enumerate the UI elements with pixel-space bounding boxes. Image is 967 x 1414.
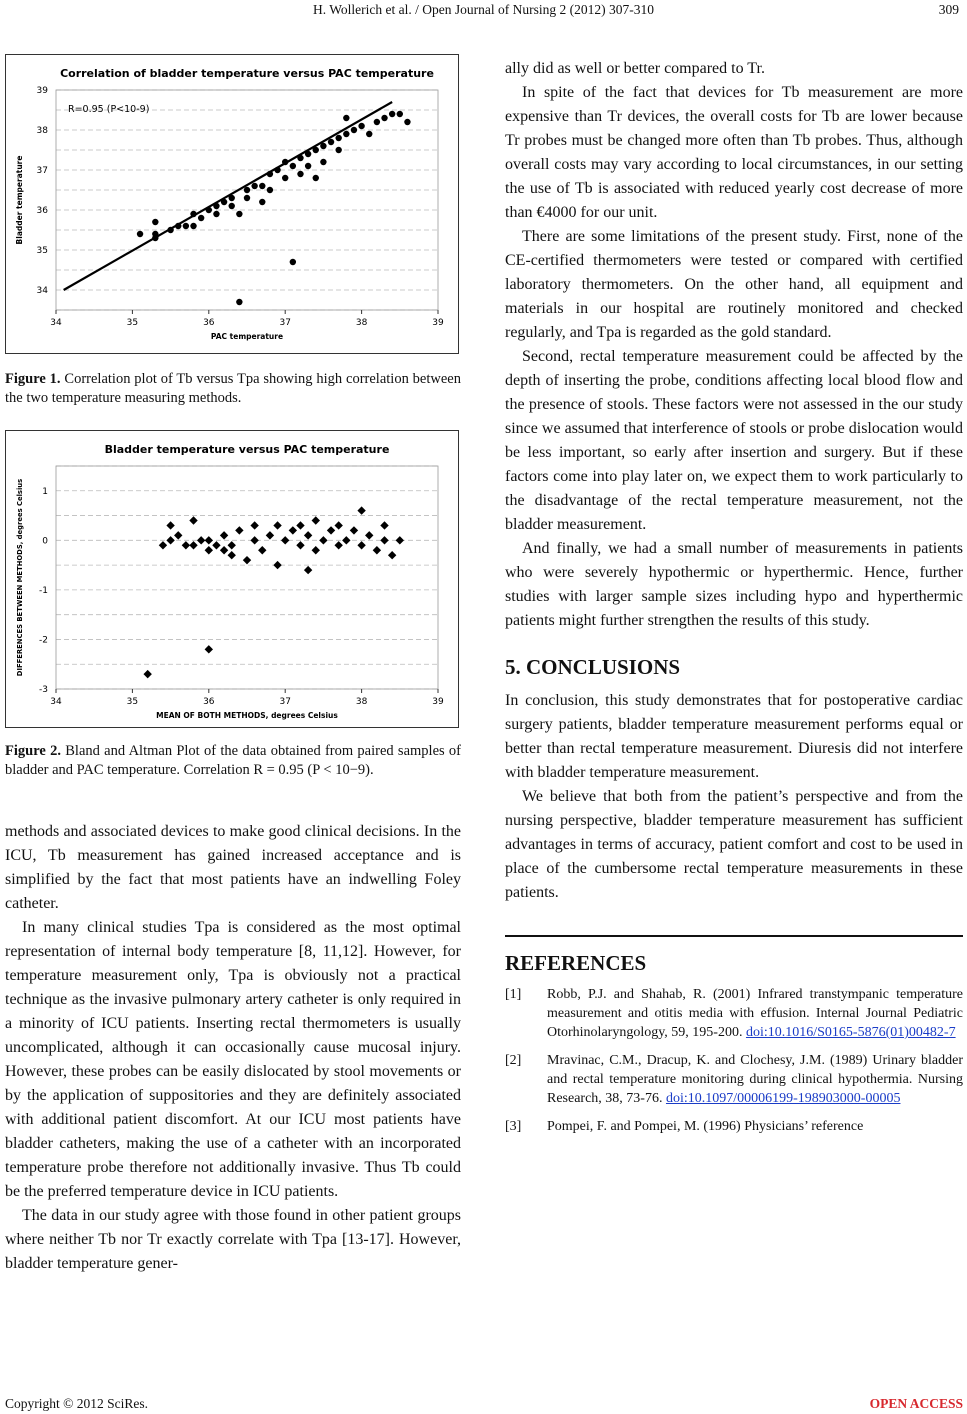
paragraph: And finally, we had a small number of measurements in patients who were severely hypothermic or hyperthermic. Hence, further studies with larger sample sizes including hypo and hyperthermic patients might further strengthen the results of this study.	[505, 540, 963, 629]
open-access-label: OPEN ACCESS	[869, 1396, 963, 1411]
plot-frame	[56, 466, 438, 689]
reference-number: [2]	[505, 1053, 522, 1068]
data-point	[343, 115, 349, 121]
data-point	[351, 127, 357, 133]
data-point	[313, 147, 319, 153]
bland-altman-chart	[6, 431, 458, 727]
data-point	[220, 546, 228, 554]
data-point	[221, 199, 227, 205]
data-point	[212, 541, 220, 549]
reference-number: [3]	[505, 1119, 522, 1134]
x-tick-label: 38	[355, 318, 368, 328]
data-point	[167, 227, 173, 233]
reference-list	[505, 985, 963, 1136]
data-point	[282, 175, 288, 181]
y-tick-label: -2	[39, 635, 48, 646]
paragraph: Second, rectal temperature measurement could be affected by the depth of inserting the probe, conditions affecting local blood flow and the presence of stools. These factors were not assessed in the our study since we assumed that interference of stools or probe dislocation would be less important, so early after insertion and surgery. But if these factors come into play later on, we expect them to work particularly to the disadvantage of the rectal temperature measurement, not the bladder measurement.	[505, 348, 963, 533]
right-column	[505, 57, 963, 1145]
data-point	[206, 207, 212, 213]
data-point	[183, 223, 189, 229]
data-point	[229, 195, 235, 201]
y-axis-label: DIFFERENCES BETWEEN METHODS, degrees Celsius	[16, 478, 24, 677]
x-axis-label: PAC temperature	[210, 332, 284, 341]
data-point	[305, 163, 311, 169]
data-point	[267, 171, 273, 177]
y-tick-label: 1	[42, 486, 48, 497]
data-point	[282, 159, 288, 165]
correlation-annotation: R=0.95 (P<10-9)	[68, 104, 150, 115]
data-point	[189, 541, 197, 549]
data-point	[373, 546, 381, 554]
data-point	[290, 259, 296, 265]
data-point	[335, 135, 341, 141]
y-tick-label: 36	[36, 206, 48, 216]
copyright: Copyright © 2012 SciRes.	[5, 1396, 149, 1411]
x-tick-label: 39	[432, 318, 444, 328]
data-point	[334, 541, 342, 549]
reference-item	[505, 1117, 963, 1136]
data-point	[296, 521, 304, 529]
data-point	[388, 551, 396, 559]
doi-link[interactable]: doi:10.1016/S0165-5876(01)00482-7	[745, 1025, 956, 1040]
data-point	[251, 183, 257, 189]
data-point	[350, 526, 358, 534]
paragraph: In many clinical studies Tpa is considered as the most optimal representation of internal body temperature [8, 11,12]. However, for temperature measurement only, Tpa is obviously not a practical technique as the invasive pulmonary artery catheter is only required in a minority of ICU patients. Inserting rectal thermometers is usually uncomplicated, although it can occasionally cause mucosal injury. However, these probes can be easily dislocated by stool movements or by the application of suppositories and they are definitely associated with additional patient discomfort. At our ICU most patients have bladder catheters, making the use of a catheter with an incorporated temperature probe therefore not additionally invasive. Thus Tb could be the preferred temperature device in ICU patients.	[5, 919, 461, 1200]
data-point	[182, 541, 190, 549]
reference-text: Pompei, F. and Pompei, M. (1996) Physicians’ reference	[547, 1119, 864, 1134]
data-point	[152, 231, 158, 237]
y-tick-label: 35	[36, 246, 48, 256]
data-point	[296, 541, 304, 549]
y-tick-label: 39	[36, 86, 48, 96]
data-point	[319, 536, 327, 544]
data-point	[244, 195, 250, 201]
conclusions-heading: 5. CONCLUSIONS	[505, 655, 681, 679]
data-point	[189, 516, 197, 524]
data-point	[205, 546, 213, 554]
figure-1-caption-text: Correlation plot of Tb versus Tpa showing high correlation between the two temperature measuring methods.	[5, 371, 461, 406]
chart-title: Bladder temperature versus PAC temperature	[104, 443, 390, 456]
data-point	[365, 531, 373, 539]
y-tick-label: 37	[36, 166, 48, 176]
data-point	[343, 131, 349, 137]
running-header	[0, 0, 967, 24]
x-tick-label: 34	[50, 318, 62, 328]
data-point	[358, 123, 364, 129]
data-point	[250, 536, 258, 544]
data-point	[243, 556, 251, 564]
paragraph: ally did as well or better compared to Tr.	[505, 60, 765, 77]
data-point	[166, 521, 174, 529]
y-tick-label: -3	[39, 685, 48, 695]
data-point	[327, 526, 335, 534]
paragraph: There are some limitations of the present study. First, none of the CE-certified thermometers were tested or compared with certified laboratory thermometers. On the other hand, all equipment and materials in our hospital are routinely monitored and checked regularly, and Tpa is regarded as the gold standard.	[505, 228, 963, 341]
data-point	[312, 516, 320, 524]
data-point	[197, 536, 205, 544]
data-point	[190, 211, 196, 217]
data-point	[213, 211, 219, 217]
data-point	[273, 561, 281, 569]
data-point	[381, 115, 387, 121]
data-point	[228, 551, 236, 559]
data-point	[320, 159, 326, 165]
paragraph: In conclusion, this study demonstrates that for postoperative cardiac surgery patients, bladder temperature measurement performs equal or better than rectal temperature measurement. Diuresis did not interfere with bladder temperature measurement.	[505, 692, 963, 781]
figure-1-label: Figure 1.	[5, 371, 61, 387]
data-point	[274, 167, 280, 173]
data-point	[335, 147, 341, 153]
paragraph: The data in our study agree with those found in other patient groups where neither Tb nor Tr exactly correlate with Tpa [13-17]. However, bladder temperature gener-	[5, 1207, 461, 1272]
data-point	[220, 531, 228, 539]
data-point	[334, 521, 342, 529]
data-point	[313, 175, 319, 181]
chart-title: Correlation of bladder temperature versus PAC temperature	[60, 67, 434, 80]
paragraph: methods and associated devices to make good clinical decisions. In the ICU, Tb measurement has gained increased acceptance and is simplified by the fact that most patients have an indwelling Foley catheter.	[5, 823, 461, 912]
y-tick-label: -1	[39, 585, 48, 596]
data-point	[342, 536, 350, 544]
data-point	[328, 139, 334, 145]
data-point	[297, 171, 303, 177]
data-point	[266, 531, 274, 539]
data-point	[205, 645, 213, 653]
figure-2-caption	[5, 742, 461, 780]
data-point	[404, 119, 410, 125]
data-point	[312, 546, 320, 554]
data-point	[174, 531, 182, 539]
paragraph: We believe that both from the patient’s perspective and from the nursing perspective, bladder temperature measurement has sufficient advantages in terms of accuracy, patient comfort and cost to be used in place of the cumbersome rectal temperature measurements in these patients.	[505, 788, 963, 901]
data-point	[290, 163, 296, 169]
data-point	[236, 211, 242, 217]
y-tick-label: 38	[36, 126, 48, 136]
data-point	[366, 131, 372, 137]
data-point	[175, 223, 181, 229]
data-point	[397, 111, 403, 117]
figure-1-caption	[5, 370, 461, 408]
data-point	[152, 219, 158, 225]
data-point	[320, 143, 326, 149]
x-tick-label: 37	[279, 697, 291, 707]
data-point	[281, 536, 289, 544]
figure-2-label: Figure 2.	[5, 743, 61, 759]
running-title: H. Wollerich et al. / Open Journal of Nursing 2 (2012) 307-310	[313, 2, 654, 17]
data-point	[244, 187, 250, 193]
data-point	[297, 155, 303, 161]
reference-text: Robb, P.J. and Shahab, R. (2001) Infrared transtympanic temperature measurement and otitis media with effusion. Internal Journal Pediatric Otorhinolaryngology, 59, 195-200.	[547, 987, 963, 1040]
data-point	[259, 183, 265, 189]
data-point	[229, 203, 235, 209]
data-point	[305, 151, 311, 157]
footer	[5, 1396, 963, 1412]
data-point	[166, 536, 174, 544]
data-point	[380, 536, 388, 544]
paragraph: In spite of the fact that devices for Tb measurement are more expensive than Tr devices, the overall costs for Tb are lower because Tr probes must be changed more often than Tb probes. Thus, although overall costs may vary according to local circumstances, in our setting the use of Tb is associated with reduced yearly cost decrease of more than €4000 for our unit.	[505, 84, 963, 221]
reference-item	[505, 985, 963, 1042]
data-point	[235, 526, 243, 534]
data-point	[374, 119, 380, 125]
x-tick-label: 39	[432, 697, 444, 707]
section-divider	[505, 935, 963, 937]
data-point	[304, 531, 312, 539]
references-heading: REFERENCES	[505, 951, 647, 975]
figure-2-caption-text: Bland and Altman Plot of the data obtained from paired samples of bladder and PAC temperature. Correlation R = 0.95 (P < 10−9).	[5, 743, 462, 778]
y-tick-label: 34	[36, 286, 48, 296]
x-tick-label: 36	[203, 318, 215, 328]
data-point	[267, 187, 273, 193]
data-point	[137, 231, 143, 237]
data-point	[357, 541, 365, 549]
left-column	[5, 820, 461, 1276]
data-point	[213, 203, 219, 209]
data-point	[190, 223, 196, 229]
doi-link[interactable]: doi:10.1097/00006199-198903000-00005	[665, 1091, 901, 1106]
figure-1	[5, 54, 459, 354]
data-point	[198, 215, 204, 221]
data-point	[289, 526, 297, 534]
data-point	[143, 670, 151, 678]
reference-number: [1]	[505, 987, 522, 1002]
page-number: 309	[938, 2, 959, 17]
x-tick-label: 35	[126, 318, 139, 328]
data-point	[389, 111, 395, 117]
data-point	[396, 536, 404, 544]
data-point	[273, 521, 281, 529]
data-point	[380, 521, 388, 529]
data-point	[250, 521, 258, 529]
data-point	[258, 546, 266, 554]
data-point	[228, 541, 236, 549]
x-tick-label: 38	[355, 697, 368, 707]
data-point	[205, 536, 213, 544]
correlation-chart	[6, 55, 458, 353]
x-tick-label: 34	[50, 697, 62, 707]
x-tick-label: 36	[203, 697, 215, 707]
x-tick-label: 37	[279, 318, 291, 328]
reference-item	[505, 1051, 963, 1108]
reference-text: Mravinac, C.M., Dracup, K. and Clochesy, J.M. (1989) Urinary bladder and rectal temperature monitoring during clinical hypothermia. Nursing Research, 38, 73-76.	[547, 1053, 963, 1106]
data-point	[159, 541, 167, 549]
data-point	[259, 199, 265, 205]
y-axis-label: Bladder temperature	[15, 155, 24, 245]
x-axis-label: MEAN OF BOTH METHODS, degrees Celsius	[156, 711, 338, 720]
data-point	[357, 506, 365, 514]
figure-2	[5, 430, 459, 728]
y-tick-label: 0	[42, 536, 48, 547]
data-point	[304, 566, 312, 574]
x-tick-label: 35	[126, 697, 139, 707]
data-point	[236, 299, 242, 305]
